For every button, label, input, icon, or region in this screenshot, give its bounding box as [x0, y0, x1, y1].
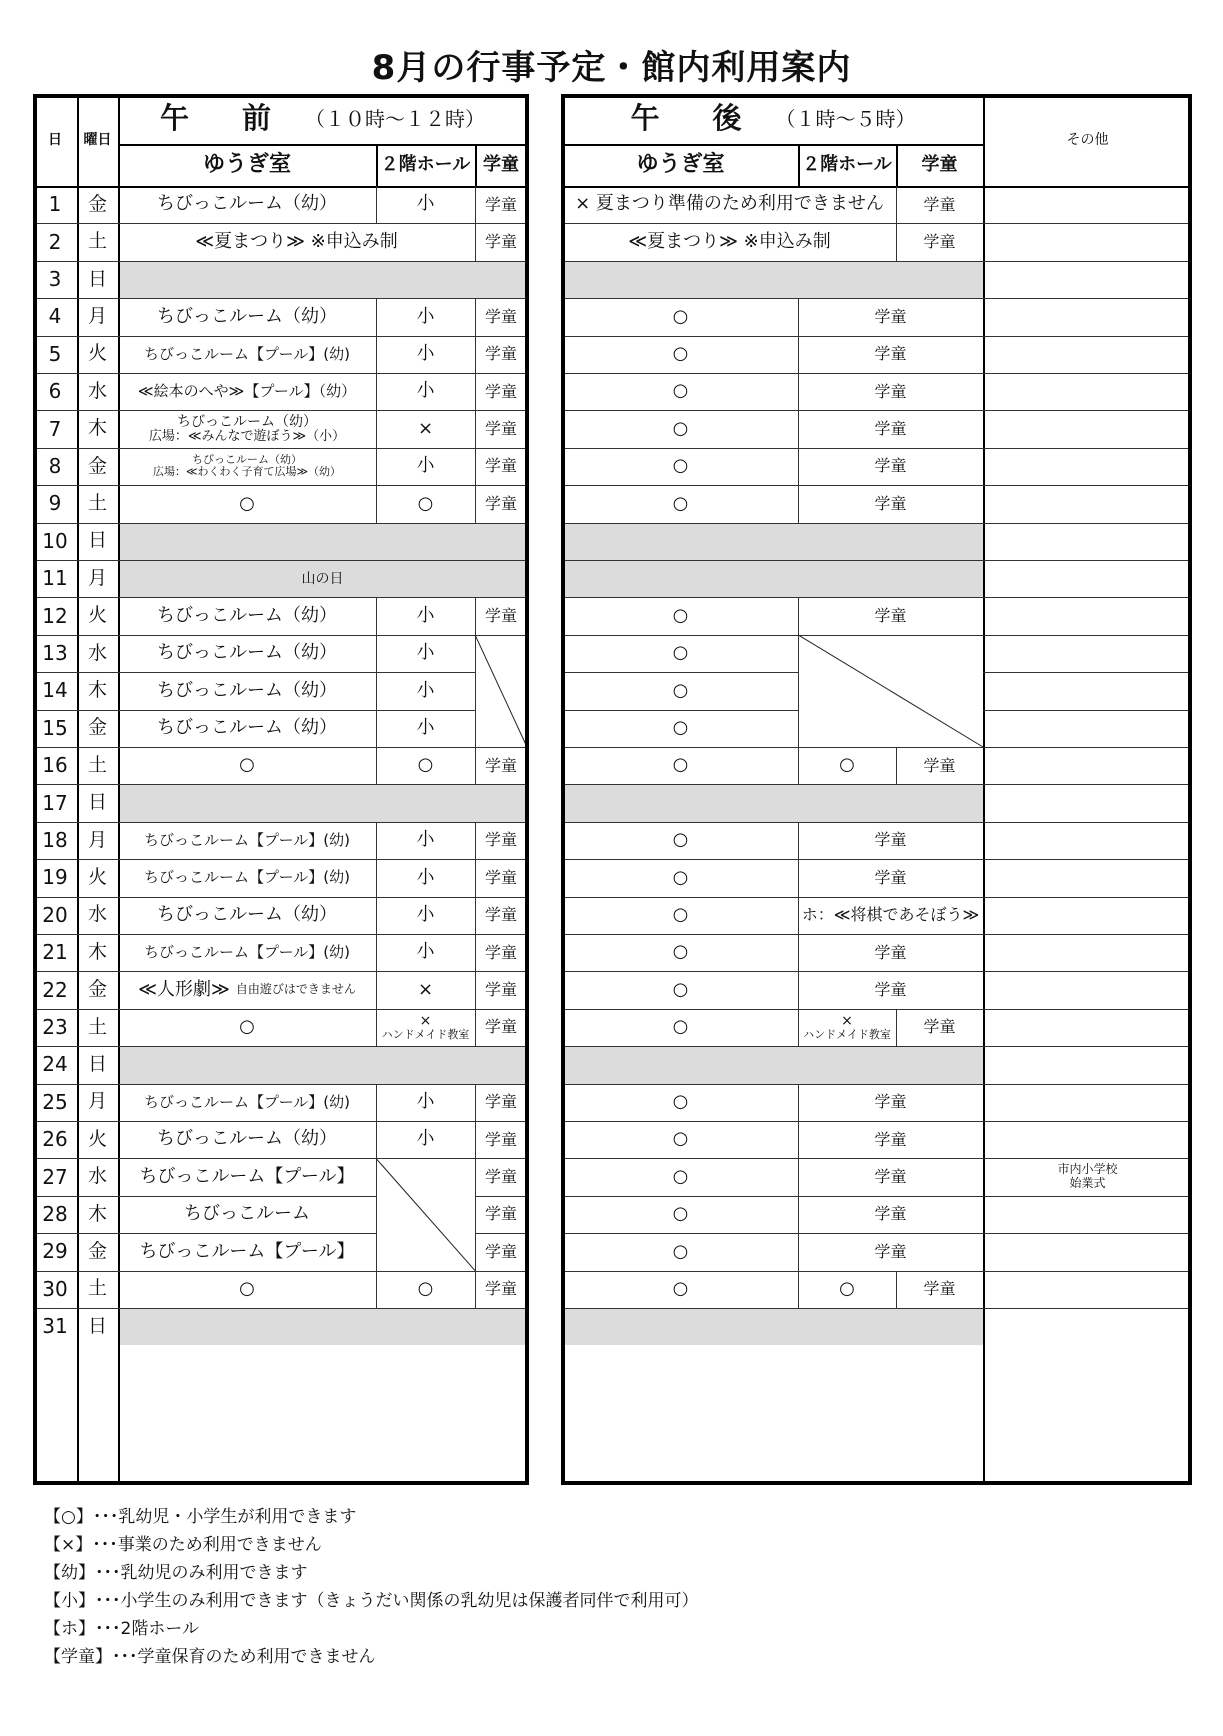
day-number: 27 — [42, 1164, 68, 1189]
pm-hall-mark: × — [841, 1013, 853, 1030]
header-pm-yugi: ゆうぎ室 — [636, 152, 725, 178]
header-day: 日 — [48, 131, 62, 148]
schedule-table — [33, 94, 1192, 1485]
pm-event: × 夏まつり準備のため利用できません — [575, 193, 884, 215]
legend-item-hall: 【ホ】･･･2階ホール — [44, 1619, 199, 1639]
day-number: 4 — [48, 304, 62, 329]
pm-yugi: ○ — [672, 342, 689, 364]
am-gakudo: 学童 — [484, 1204, 517, 1224]
am-hall: × — [417, 417, 434, 439]
am-yugi-line2: 広場：≪みんなで遊ぼう≫（小） — [148, 428, 346, 444]
pm-hall-gakudo: 学童 — [874, 979, 907, 999]
am-yugi: ちびっこルーム【プール】(幼) — [144, 1092, 350, 1111]
weekday: 土 — [87, 491, 107, 514]
weekday: 火 — [87, 865, 107, 888]
weekday: 金 — [87, 192, 107, 215]
pm-yugi: ○ — [672, 305, 689, 327]
pm-yugi: ○ — [672, 1203, 689, 1225]
legend-item-cross: 【×】･･･事業のため利用できません — [44, 1535, 322, 1555]
weekday: 火 — [87, 604, 107, 627]
am-hall: 小 — [416, 941, 435, 963]
day-number: 14 — [42, 678, 68, 703]
am-event: ≪夏まつり≫ ※申込み制 — [195, 230, 398, 252]
weekday: 金 — [87, 978, 107, 1001]
am-yugi: ちびっこルーム【プール】(幼) — [144, 868, 350, 887]
am-yugi: ちびっこルーム（幼） — [157, 305, 337, 327]
weekday: 日 — [87, 267, 107, 290]
am-gakudo: 学童 — [484, 1279, 517, 1299]
am-gakudo: 学童 — [484, 605, 517, 625]
am-hall: 小 — [416, 903, 435, 925]
am-yugi: ちびっこルーム【プール】 — [139, 1240, 355, 1262]
weekday: 土 — [87, 230, 107, 253]
am-yugi: ちびっこルーム — [184, 1203, 310, 1225]
am-yugi: ○ — [239, 1277, 255, 1299]
pm-yugi: ○ — [672, 642, 689, 664]
pm-hall-gakudo: 学童 — [874, 493, 907, 513]
pm-yugi: ○ — [672, 941, 689, 963]
am-gakudo: 学童 — [484, 1166, 517, 1186]
weekday: 金 — [87, 1239, 107, 1262]
pm-hall-gakudo: 学童 — [874, 418, 907, 438]
am-hall: 小 — [416, 455, 435, 477]
am-hall: ○ — [417, 1277, 434, 1299]
am-yugi: ○ — [239, 492, 255, 514]
weekday: 木 — [87, 1202, 107, 1225]
legend-item-gakudo: 【学童】･･･学童保育のため利用できません — [44, 1647, 376, 1667]
day-number: 2 — [48, 229, 62, 254]
pm-gakudo: 学童 — [923, 1017, 956, 1037]
weekday: 火 — [87, 342, 107, 365]
day-number: 6 — [48, 379, 62, 404]
pm-yugi: ○ — [672, 716, 689, 738]
weekday: 木 — [87, 940, 107, 963]
header-am-hall: ２階ホール — [380, 153, 471, 175]
day-number: 18 — [42, 827, 68, 852]
weekday: 木 — [87, 678, 107, 701]
am-yugi: ○ — [239, 754, 255, 776]
pm-hall-note: ハンドメイド教室 — [803, 1028, 891, 1042]
am-yugi: ちびっこルーム（幼） — [157, 903, 337, 925]
weekday: 日 — [87, 791, 107, 814]
pm-yugi: ○ — [672, 978, 689, 1000]
day-number: 8 — [48, 453, 62, 478]
am-yugi: ≪絵本のへや≫【プール】（幼） — [137, 382, 357, 401]
day-number: 23 — [42, 1014, 68, 1039]
am-yugi-line1: ちびっこルーム（幼） — [192, 452, 302, 466]
am-yugi-line1: ちびっこルーム（幼） — [177, 413, 317, 430]
am-hall-note: ハンドメイド教室 — [381, 1028, 470, 1042]
am-hall: 小 — [416, 1128, 435, 1150]
pm-hall-gakudo: 学童 — [874, 1166, 907, 1186]
pm-hall-gakudo: 学童 — [874, 1241, 907, 1261]
pm-hall-gakudo: 学童 — [874, 830, 907, 850]
am-hall: 小 — [416, 716, 435, 738]
day-number: 7 — [48, 416, 62, 441]
pm-hall: ○ — [839, 1277, 855, 1299]
header-pm-time: （１時〜５時） — [775, 106, 916, 131]
day-number: 26 — [42, 1127, 68, 1152]
day-number: 17 — [42, 790, 68, 815]
day-number: 21 — [42, 940, 68, 965]
pm-yugi: ○ — [672, 829, 689, 851]
header-am-label: 午 前 — [159, 101, 283, 136]
day-number: 10 — [42, 528, 68, 553]
pm-hall-gakudo: ホ：≪将棋であそぼう≫ — [801, 905, 980, 925]
header-am-yugi: ゆうぎ室 — [202, 152, 291, 178]
am-hall: 小 — [416, 829, 435, 851]
header-weekday: 曜日 — [83, 131, 112, 148]
pm-yugi: ○ — [672, 380, 689, 402]
pm-yugi: ○ — [672, 1277, 689, 1299]
am-hall: 小 — [416, 642, 435, 664]
pm-yugi: ○ — [672, 492, 689, 514]
am-hall: 小 — [416, 1090, 435, 1112]
weekday: 水 — [87, 641, 107, 664]
weekday: 日 — [87, 1052, 107, 1075]
am-gakudo: 学童 — [484, 1241, 517, 1261]
am-gakudo: 学童 — [484, 306, 517, 326]
am-frame — [33, 94, 529, 1485]
weekday: 水 — [87, 1165, 107, 1188]
weekday: 月 — [87, 828, 107, 851]
am-hall: 小 — [416, 866, 435, 888]
day-number: 22 — [42, 977, 68, 1002]
weekday: 金 — [87, 716, 107, 739]
am-gakudo: 学童 — [484, 456, 517, 476]
header-pm-label: 午 後 — [630, 101, 754, 136]
am-yugi: ちびっこルーム【プール】(幼) — [144, 830, 350, 849]
day-number: 28 — [42, 1201, 68, 1226]
pm-yugi: ○ — [672, 1165, 689, 1187]
pm-yugi: ○ — [672, 417, 689, 439]
pm-gakudo: 学童 — [923, 755, 956, 775]
pm-gakudo: 学童 — [923, 1279, 956, 1299]
header-pm-hall: ２階ホール — [802, 153, 892, 175]
am-yugi: ちびっこルーム（幼） — [157, 604, 337, 626]
legend-item-infant: 【幼】･･･乳幼児のみ利用できます — [44, 1563, 308, 1583]
day-number: 30 — [42, 1276, 68, 1301]
weekday: 水 — [87, 903, 107, 926]
am-gakudo: 学童 — [484, 381, 517, 401]
pm-yugi: ○ — [672, 903, 689, 925]
day-number: 20 — [42, 902, 68, 927]
pm-yugi: ○ — [672, 1240, 689, 1262]
am-yugi: ちびっこルーム（幼） — [157, 679, 337, 701]
am-gakudo: 学童 — [484, 979, 517, 999]
am-gakudo: 学童 — [484, 867, 517, 887]
pm-hall-gakudo: 学童 — [874, 867, 907, 887]
weekday: 金 — [87, 454, 107, 477]
am-gakudo: 学童 — [484, 1129, 517, 1149]
am-gakudo: 学童 — [484, 231, 517, 251]
pm-hall-gakudo: 学童 — [874, 942, 907, 962]
legend-item-circle: 【○】･･･乳幼児・小学生が利用できます — [44, 1507, 357, 1527]
pm-hall: ○ — [839, 754, 855, 776]
day-number: 1 — [48, 192, 62, 217]
weekday: 月 — [87, 1090, 107, 1113]
am-hall: 小 — [416, 604, 435, 626]
pm-yugi: ○ — [672, 679, 689, 701]
pm-gakudo: 学童 — [923, 194, 956, 214]
pm-event: ≪夏まつり≫ ※申込み制 — [628, 230, 831, 252]
am-yugi: ちびっこルーム（幼） — [157, 193, 337, 215]
am-yugi: ちびっこルーム【プール】(幼) — [144, 344, 350, 363]
am-yugi-main: ≪人形劇≫ — [138, 978, 230, 1000]
day-number: 24 — [42, 1052, 68, 1077]
weekday: 土 — [87, 753, 107, 776]
am-gakudo: 学童 — [484, 344, 517, 364]
weekday: 日 — [87, 1314, 107, 1337]
header-pm-gakudo: 学童 — [921, 153, 958, 175]
am-gakudo: 学童 — [484, 942, 517, 962]
weekday: 月 — [87, 304, 107, 327]
pm-yugi: ○ — [672, 1016, 689, 1038]
am-hall: 小 — [416, 380, 435, 402]
pm-hall-gakudo: 学童 — [874, 1204, 907, 1224]
day-number: 16 — [42, 753, 68, 778]
header-other: その他 — [1066, 131, 1109, 148]
am-gakudo: 学童 — [484, 1092, 517, 1112]
pm-hall-gakudo: 学童 — [874, 605, 907, 625]
pm-yugi: ○ — [672, 1090, 689, 1112]
am-gakudo: 学童 — [484, 1017, 517, 1037]
pm-yugi: ○ — [672, 604, 689, 626]
am-gakudo: 学童 — [484, 418, 517, 438]
am-hall: 小 — [416, 305, 435, 327]
am-yugi: ちびっこルーム（幼） — [157, 1128, 337, 1150]
am-hall: × — [417, 978, 434, 1000]
am-yugi: ちびっこルーム（幼） — [157, 716, 337, 738]
pm-hall-gakudo: 学童 — [874, 1092, 907, 1112]
other-line2: 始業式 — [1069, 1176, 1106, 1191]
day-number: 29 — [42, 1239, 68, 1264]
day-number: 31 — [42, 1314, 68, 1339]
header-am-gakudo: 学童 — [483, 153, 519, 175]
am-yugi: ちびっこルーム【プール】 — [139, 1165, 355, 1187]
holiday-label: 山の日 — [301, 570, 344, 587]
am-yugi: ちびっこルーム（幼） — [157, 642, 337, 664]
day-number: 3 — [48, 266, 62, 291]
day-number: 5 — [48, 341, 62, 366]
weekday: 水 — [87, 379, 107, 402]
am-gakudo: 学童 — [484, 755, 517, 775]
day-number: 25 — [42, 1089, 68, 1114]
pm-yugi: ○ — [672, 455, 689, 477]
other-line1: 市内小学校 — [1057, 1162, 1118, 1177]
weekday: 土 — [87, 1015, 107, 1038]
pm-yugi: ○ — [672, 866, 689, 888]
am-yugi: ちびっこルーム【プール】(幼) — [144, 943, 350, 962]
am-gakudo: 学童 — [484, 493, 517, 513]
day-number: 13 — [42, 640, 68, 665]
day-number: 19 — [42, 865, 68, 890]
pm-hall-gakudo: 学童 — [874, 456, 907, 476]
pm-hall-gakudo: 学童 — [874, 344, 907, 364]
legend — [44, 1503, 699, 1671]
am-yugi-line2: 広場：≪わくわく子育て広場≫（幼） — [152, 465, 342, 479]
pm-yugi: ○ — [672, 1128, 689, 1150]
weekday: 火 — [87, 1127, 107, 1150]
pm-hall-gakudo: 学童 — [874, 381, 907, 401]
am-hall: ○ — [417, 754, 434, 776]
day-number: 15 — [42, 715, 68, 740]
day-number: 11 — [42, 566, 68, 591]
pm-frame — [561, 94, 1192, 1485]
am-gakudo: 学童 — [484, 830, 517, 850]
legend-item-elementary: 【小】･･･小学生のみ利用できます（きょうだい関係の乳幼児は保護者同伴で利用可） — [44, 1591, 699, 1611]
day-number: 9 — [48, 491, 62, 516]
weekday: 木 — [87, 417, 107, 440]
am-gakudo: 学童 — [484, 905, 517, 925]
am-hall: 小 — [416, 342, 435, 364]
day-number: 12 — [42, 603, 68, 628]
pm-hall-gakudo: 学童 — [874, 306, 907, 326]
am-gakudo: 学童 — [484, 194, 517, 214]
am-yugi-note: 自由遊びはできません — [235, 982, 356, 997]
am-hall-mark: × — [419, 1013, 432, 1030]
weekday: 日 — [87, 529, 107, 552]
pm-yugi: ○ — [672, 754, 689, 776]
pm-gakudo: 学童 — [923, 231, 956, 251]
am-hall: 小 — [416, 679, 435, 701]
weekday: 土 — [87, 1277, 107, 1300]
header-am-time: （１０時〜１２時） — [305, 106, 485, 131]
am-hall: ○ — [417, 492, 434, 514]
weekday: 月 — [87, 566, 107, 589]
pm-hall-gakudo: 学童 — [874, 1129, 907, 1149]
am-yugi: ○ — [239, 1016, 255, 1038]
am-hall: 小 — [416, 193, 435, 215]
page-title: 8月の行事予定・館内利用案内 — [371, 48, 852, 88]
